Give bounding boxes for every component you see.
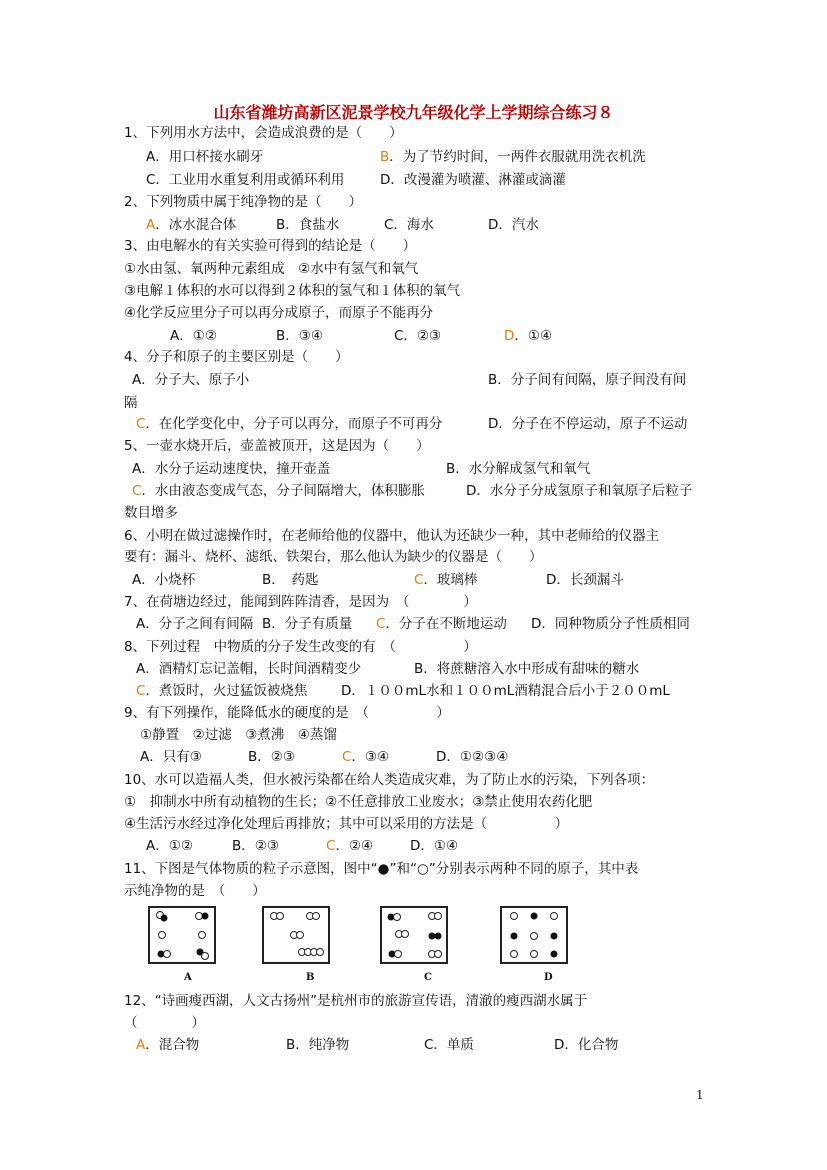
q4-option-d: D．分子在不停运动，原子不运动 <box>488 416 688 432</box>
q2-option-d: D．汽水 <box>488 217 539 233</box>
q3-statement-3: ④化学反应里分子可以再分成原子，而原子不能再分 <box>124 305 434 321</box>
q5-option-c: C．水由液态变成气态，分子间隔增大，体积膨胀 <box>132 483 425 499</box>
q1-stem: 1、下列用水方法中，会造成浪费的是（ ） <box>124 125 403 141</box>
q5-option-a: A．水分子运动速度快，撞开壶盖 <box>132 461 331 477</box>
q10-option-d: D．①④ <box>410 838 459 854</box>
q10-option-a: A．①② <box>146 838 193 854</box>
q6-option-a: A．小烧杯 <box>132 572 196 588</box>
q7-option-a: A．分子之间有间隔 <box>136 616 254 632</box>
q10-statement-1: ① 抑制水中所有动植物的生长；②不任意排放工业废水；③禁止使用农药化肥 <box>124 794 593 810</box>
particle-set-d <box>502 908 566 962</box>
q2-stem: 2、下列物质中属于纯净物的是（ ） <box>124 194 363 210</box>
answer-letter: B <box>380 149 390 165</box>
q5-option-d-cont: 数目增多 <box>124 505 178 521</box>
q4-stem: 4、分子和原子的主要区别是（ ） <box>124 349 349 365</box>
q6-option-c: C．玻璃棒 <box>414 572 478 588</box>
q9-stem: 9、有下列操作，能降低水的硬度的是 （ ） <box>124 705 450 721</box>
q6-option-b: B． 药匙 <box>262 572 319 588</box>
q8-option-c: C．煮饭时，火过猛饭被烧焦 <box>136 683 308 699</box>
diagram-label-d: D <box>544 972 553 983</box>
particle-set-c <box>382 908 446 962</box>
q6-option-d: D．长颈漏斗 <box>546 572 624 588</box>
answer-letter: C <box>326 838 336 854</box>
answer-letter: C <box>132 483 142 499</box>
q1-option-c: C．工业用水重复利用或循环利用 <box>146 172 345 188</box>
q3-option-a: A．①② <box>170 328 217 344</box>
q5-option-d: D．水分子分成氢原子和氧原子后粒子 <box>466 483 693 499</box>
answer-letter: A <box>136 1037 146 1053</box>
q4-option-b-cont: 隔 <box>124 395 138 411</box>
q7-option-b: B．分子有质量 <box>262 616 353 632</box>
q8-stem: 8、下列过程 中物质的分子发生改变的有 （ ） <box>124 639 477 655</box>
q7-option-c: C．分子在不断地运动 <box>376 616 507 632</box>
q1-option-b: B．为了节约时间，一两件衣服就用洗衣机洗 <box>380 149 646 165</box>
q11-stem: 11、下图是气体物质的粒子示意图，图中“●”和“○”分别表示两种不同的原子，其中表 <box>124 861 639 877</box>
q8-option-a: A．酒精灯忘记盖帽，长时间酒精变少 <box>136 661 362 677</box>
q5-option-b: B．水分解成氢气和氧气 <box>446 461 591 477</box>
q3-statement-2: ③电解１体积的水可以得到２体积的氢气和１体积的氧气 <box>124 283 461 299</box>
q12-option-d: D．化合物 <box>554 1037 619 1053</box>
q9-option-a: A．只有③ <box>140 749 202 765</box>
answer-letter: C <box>342 749 352 765</box>
q12-stem-cont: （ ） <box>124 1015 205 1031</box>
page-title: 山东省潍坊高新区泥景学校九年级化学上学期综合练习８ <box>213 103 614 122</box>
q11-stem-cont: 示纯净物的是 （ ） <box>124 883 266 899</box>
answer-letter: C <box>414 572 424 588</box>
q12-option-c: C．单质 <box>424 1037 474 1053</box>
q9-option-b: B．②③ <box>248 749 295 765</box>
q9-statement-1: ①静置 ②过滤 ③煮沸 ④蒸馏 <box>140 727 337 743</box>
q9-option-d: D．①②③④ <box>436 749 509 765</box>
q9-option-c: C．③④ <box>342 749 390 765</box>
q10-option-b: B．②③ <box>232 838 279 854</box>
q12-option-a: A．混合物 <box>136 1037 200 1053</box>
q3-option-b: B．③④ <box>276 328 323 344</box>
q4-option-c: C．在化学变化中，分子可以再分，而原子不可再分 <box>136 416 443 432</box>
answer-letter: A <box>146 217 156 233</box>
q4-option-b: B．分子间有间隔，原子间没有间 <box>488 372 687 388</box>
q8-option-d: D．１００mL水和１００mL酒精混合后小于２００mL <box>341 683 670 699</box>
answer-letter: C <box>376 616 386 632</box>
answer-letter: C <box>136 683 146 699</box>
q10-statement-2: ④生活污水经过净化处理后再排放；其中可以采用的方法是（ ） <box>124 816 569 832</box>
q2-option-b: B．食盐水 <box>276 217 340 233</box>
q6-stem: 6、小明在做过滤操作时，在老师给他的仪器中，他认为还缺少一种，其中老师给的仪器主 <box>124 528 660 544</box>
diagram-label-c: C <box>424 972 432 983</box>
q2-option-a: A．冰水混合体 <box>146 217 237 233</box>
q2-option-c: C．海水 <box>384 217 434 233</box>
q12-stem: 12、“诗画瘦西湖，人文古扬州”是杭州市的旅游宣传语，清澈的瘦西湖水属于 <box>124 993 588 1009</box>
diagram-label-a: A <box>184 972 192 983</box>
q3-option-c: C．②③ <box>394 328 442 344</box>
q5-stem: 5、一壶水烧开后，壶盖被顶开，这是因为（ ） <box>124 438 430 454</box>
q3-statement-1: ①水由氢、氧两种元素组成 ②水中有氢气和氧气 <box>124 261 419 277</box>
q7-option-d: D．同种物质分子性质相同 <box>531 616 690 632</box>
answer-letter: D <box>504 328 515 344</box>
diagram-label-b: B <box>306 972 315 983</box>
q10-stem: 10、水可以造福人类，但水被污染都在给人类造成灾难，为了防止水的污染，下列各项： <box>124 772 655 788</box>
answer-letter: C <box>136 416 146 432</box>
q12-option-b: B．纯净物 <box>286 1037 350 1053</box>
q6-stem-cont: 要有：漏斗、烧杯、滤纸、铁架台，那么他认为缺少的仪器是（ ） <box>124 549 543 565</box>
q8-option-b: B．将蔗糖溶入水中形成有甜味的糖水 <box>414 661 640 677</box>
q3-option-d: D．①④ <box>504 328 553 344</box>
q4-option-a: A．分子大、原子小 <box>132 372 250 388</box>
q1-option-a: A．用口杯接水刷牙 <box>146 149 264 165</box>
particle-set-a <box>150 908 214 962</box>
q1-option-d: D．改漫灌为喷灌、淋灌或滴灌 <box>380 172 566 188</box>
q10-option-c: C．②④ <box>326 838 374 854</box>
particle-set-b <box>264 908 328 962</box>
q3-stem: 3、由电解水的有关实验可得到的结论是（ ） <box>124 238 417 254</box>
page-number: 1 <box>696 1088 704 1102</box>
q7-stem: 7、在荷塘边经过，能闻到阵阵清香，是因为 （ ） <box>124 594 477 610</box>
